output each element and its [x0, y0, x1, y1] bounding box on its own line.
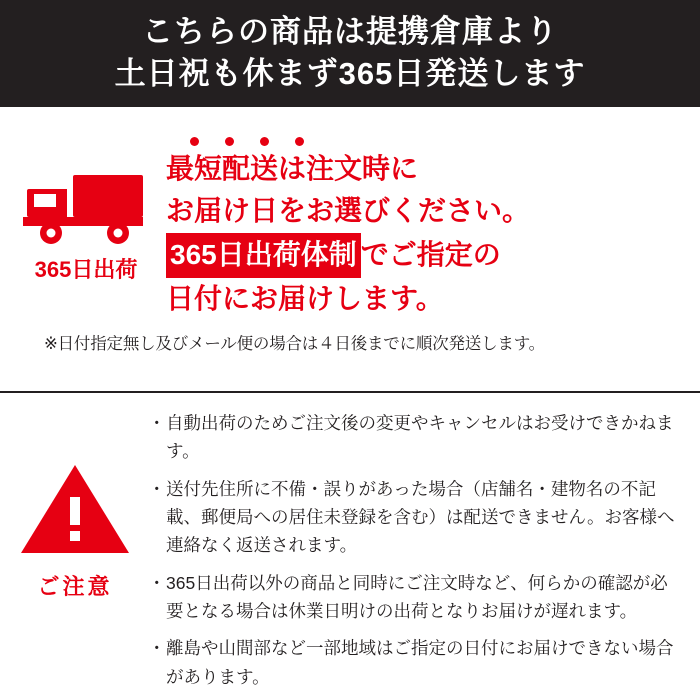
- caution-block: [0, 405, 150, 700]
- truck-caption: 365日出荷: [34, 256, 138, 282]
- caution-list: [150, 405, 700, 700]
- list-item: ・ 送付先住所に不備・誤りがあった場合（店舗名・建物名の不記載、郵便局への居住未登録を含む）は配送できません。お客様へ連絡なく返送されます。: [150, 475, 684, 560]
- warning-triangle-icon: [19, 461, 131, 562]
- shipping-text: [166, 117, 700, 320]
- shipping-line-1: 最短配送は注文時に: [166, 152, 419, 184]
- shipping-row: [0, 117, 700, 320]
- dot-icon: [295, 137, 304, 146]
- decorative-dots: [166, 137, 688, 146]
- dot-icon: [260, 137, 269, 146]
- list-item: ・ 365日出荷以外の商品と同時にご注文時など、何らかの確認が必要となる場合は休業日明けの出荷となりお届けが遅れます。: [150, 569, 684, 626]
- header-line-1: こちらの商品は提携倉庫より: [142, 13, 558, 49]
- shipping-section: [0, 107, 700, 393]
- list-item: ・ 自動出荷のためご注文後の変更やキャンセルはお受けできかねます。: [150, 409, 684, 466]
- shipping-highlight: 365日出荷体制: [166, 233, 361, 278]
- list-item: ・ 離島や山間部など一部地域はご指定の日付にお届けできない場合があります。: [150, 634, 684, 691]
- caution-caption: ご注意: [37, 573, 113, 599]
- truck-icon: [23, 169, 149, 247]
- shipping-line-4: 日付にお届けします。: [166, 282, 444, 314]
- shipping-line-3-rest: でご指定の: [360, 239, 501, 270]
- shipping-note: ※日付指定無し及びメール便の場合は４日後までに順次発送します。: [44, 335, 545, 354]
- shipping-line-2: お届け日をお選びください。: [166, 195, 531, 227]
- banner-header: [0, 0, 700, 107]
- header-line-2: 土日祝も休まず365日発送します: [114, 56, 586, 92]
- caution-section: [0, 393, 700, 700]
- truck-block: [6, 117, 166, 284]
- shipping-line-3: [166, 233, 688, 278]
- dot-icon: [190, 137, 199, 146]
- dot-icon: [225, 137, 234, 146]
